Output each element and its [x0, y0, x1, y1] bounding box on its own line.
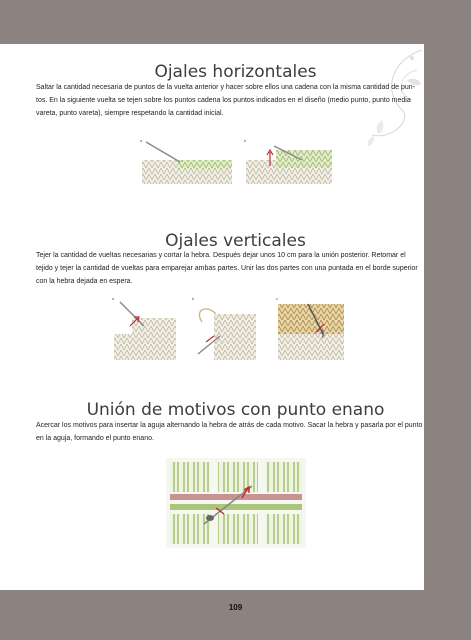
section-text-vertical-buttonholes [36, 250, 424, 288]
figure-horizontal-a [140, 138, 235, 186]
text-line: Acercar los motivos para insertar la aguja alternando la hebra de atrás de cada motivo. Sacar la hebra y pasarla por el punto [36, 422, 423, 429]
section-title-joining-motifs: Unión de motivos con punto enano [86, 400, 385, 420]
text-line: tos. En la siguiente vuelta se tejen sobre los puntos cadena los puntos indicados en el diseño (medio punto, punto media [36, 96, 411, 104]
page-number: 109 [228, 603, 243, 612]
text-line: con la hebra dejada en espera. [36, 277, 133, 285]
section-title-horizontal-buttonholes: Ojales horizontales [154, 62, 317, 82]
figure-vertical-b [192, 296, 258, 362]
text-line: Tejer la cantidad de vueltas necesarias y cortar la hebra. Después dejar unos 10 cm para la unión posterior. Retomar el [36, 252, 406, 259]
figure-label: c [276, 296, 278, 301]
section-title-vertical-buttonholes: Ojales verticales [165, 231, 306, 251]
figure-vertical-a [112, 296, 178, 362]
text-line: tejido y tejer la cantidad de vueltas para emparejar ambas partes. Unir las dos partes con una puntada en el borde superior [36, 264, 418, 272]
text-line: vareta, punto vareta), siempre respetando la cantidad inicial. [36, 109, 224, 117]
figure-label: a [112, 296, 115, 301]
figure-horizontal-b [244, 138, 334, 186]
top-frame-band [0, 0, 471, 44]
text-line: en la aguja, formando el punto enano. [36, 434, 154, 442]
section-text-joining-motifs [36, 420, 424, 446]
text-line: Saltar la cantidad necesaria de puntos de la vuelta anterior y hacer sobre ellos una cadena con la misma cantidad de pun- [36, 84, 416, 91]
figure-label: b [192, 296, 195, 301]
figure-vertical-c [276, 296, 346, 362]
figure-label: b [244, 138, 247, 143]
bottom-frame-band [0, 590, 471, 640]
section-text-horizontal-buttonholes [36, 82, 424, 120]
figure-joining-motifs [166, 458, 306, 548]
figure-label: a [140, 138, 143, 143]
right-frame-band [424, 0, 471, 640]
